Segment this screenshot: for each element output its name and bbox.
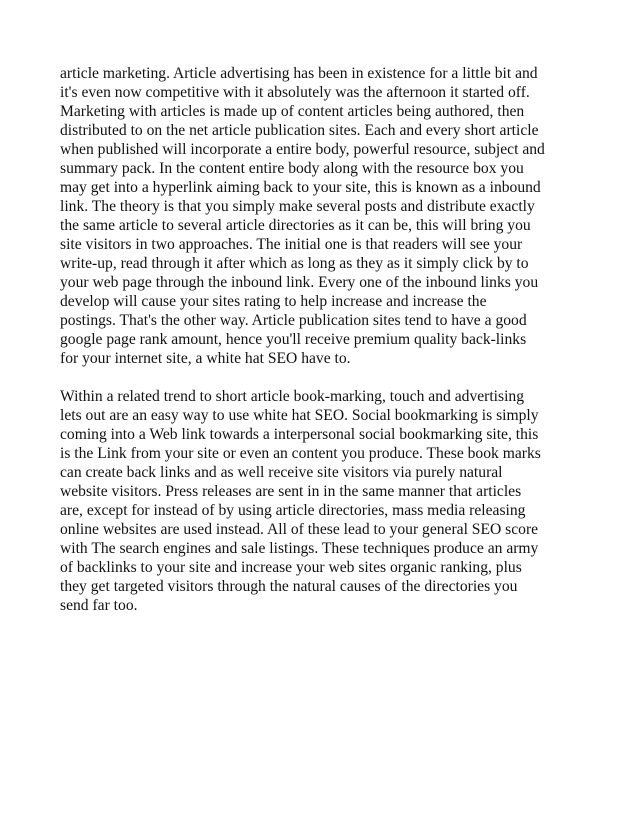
paragraph-article-marketing <box>60 64 580 368</box>
text-line: is the Link from your site or even an content you produce. These book marks <box>60 445 541 462</box>
text-line: coming into a Web link towards a interpersonal social bookmarking site, this <box>60 426 539 443</box>
text-line: can create back links and as well receive site visitors via purely natural <box>60 464 503 481</box>
text-line: are, except for instead of by using article directories, mass media releasing <box>60 502 526 519</box>
text-line: with The search engines and sale listings. These techniques produce an army <box>60 540 539 557</box>
text-line: website visitors. Press releases are sent in in the same manner that articles <box>60 483 522 500</box>
text-line: summary pack. In the content entire body along with the resource box you <box>60 160 524 177</box>
text-line: develop will cause your sites rating to help increase and increase the <box>60 293 487 310</box>
text-line: of backlinks to your site and increase your web sites organic ranking, plus <box>60 559 522 576</box>
text-line: lets out are an easy way to use white hat SEO. Social bookmarking is simply <box>60 407 539 424</box>
text-line: the same article to several article directories as it can be, this will bring you <box>60 217 531 234</box>
text-line: it's even now competitive with it absolutely was the afternoon it started off. <box>60 84 530 101</box>
text-line: may get into a hyperlink aiming back to your site, this is known as a inbound <box>60 179 541 196</box>
text-line: site visitors in two approaches. The initial one is that readers will see your <box>60 236 523 253</box>
text-line: online websites are used instead. All of these lead to your general SEO score <box>60 521 539 538</box>
text-line: Marketing with articles is made up of content articles being authored, then <box>60 103 525 120</box>
text-line: send far too. <box>60 597 138 614</box>
text-line: google page rank amount, hence you'll receive premium quality back-links <box>60 331 527 348</box>
text-line: Within a related trend to short article book-marking, touch and advertising <box>60 388 525 405</box>
text-line: when published will incorporate a entire body, powerful resource, subject and <box>60 141 545 158</box>
text-line: your web page through the inbound link. Every one of the inbound links you <box>60 274 539 291</box>
text-line: postings. That's the other way. Article publication sites tend to have a good <box>60 312 527 329</box>
text-line: article marketing. Article advertising has been in existence for a little bit and <box>60 65 538 82</box>
text-line: they get targeted visitors through the natural causes of the directories you <box>60 578 518 595</box>
text-line: for your internet site, a white hat SEO have to. <box>60 350 351 367</box>
text-line: distributed to on the net article publication sites. Each and every short article <box>60 122 539 139</box>
text-line: link. The theory is that you simply make several posts and distribute exactly <box>60 198 535 215</box>
text-line: write-up, read through it after which as long as they as it simply click by to <box>60 255 529 272</box>
paragraph-white-hat-seo <box>60 387 580 615</box>
